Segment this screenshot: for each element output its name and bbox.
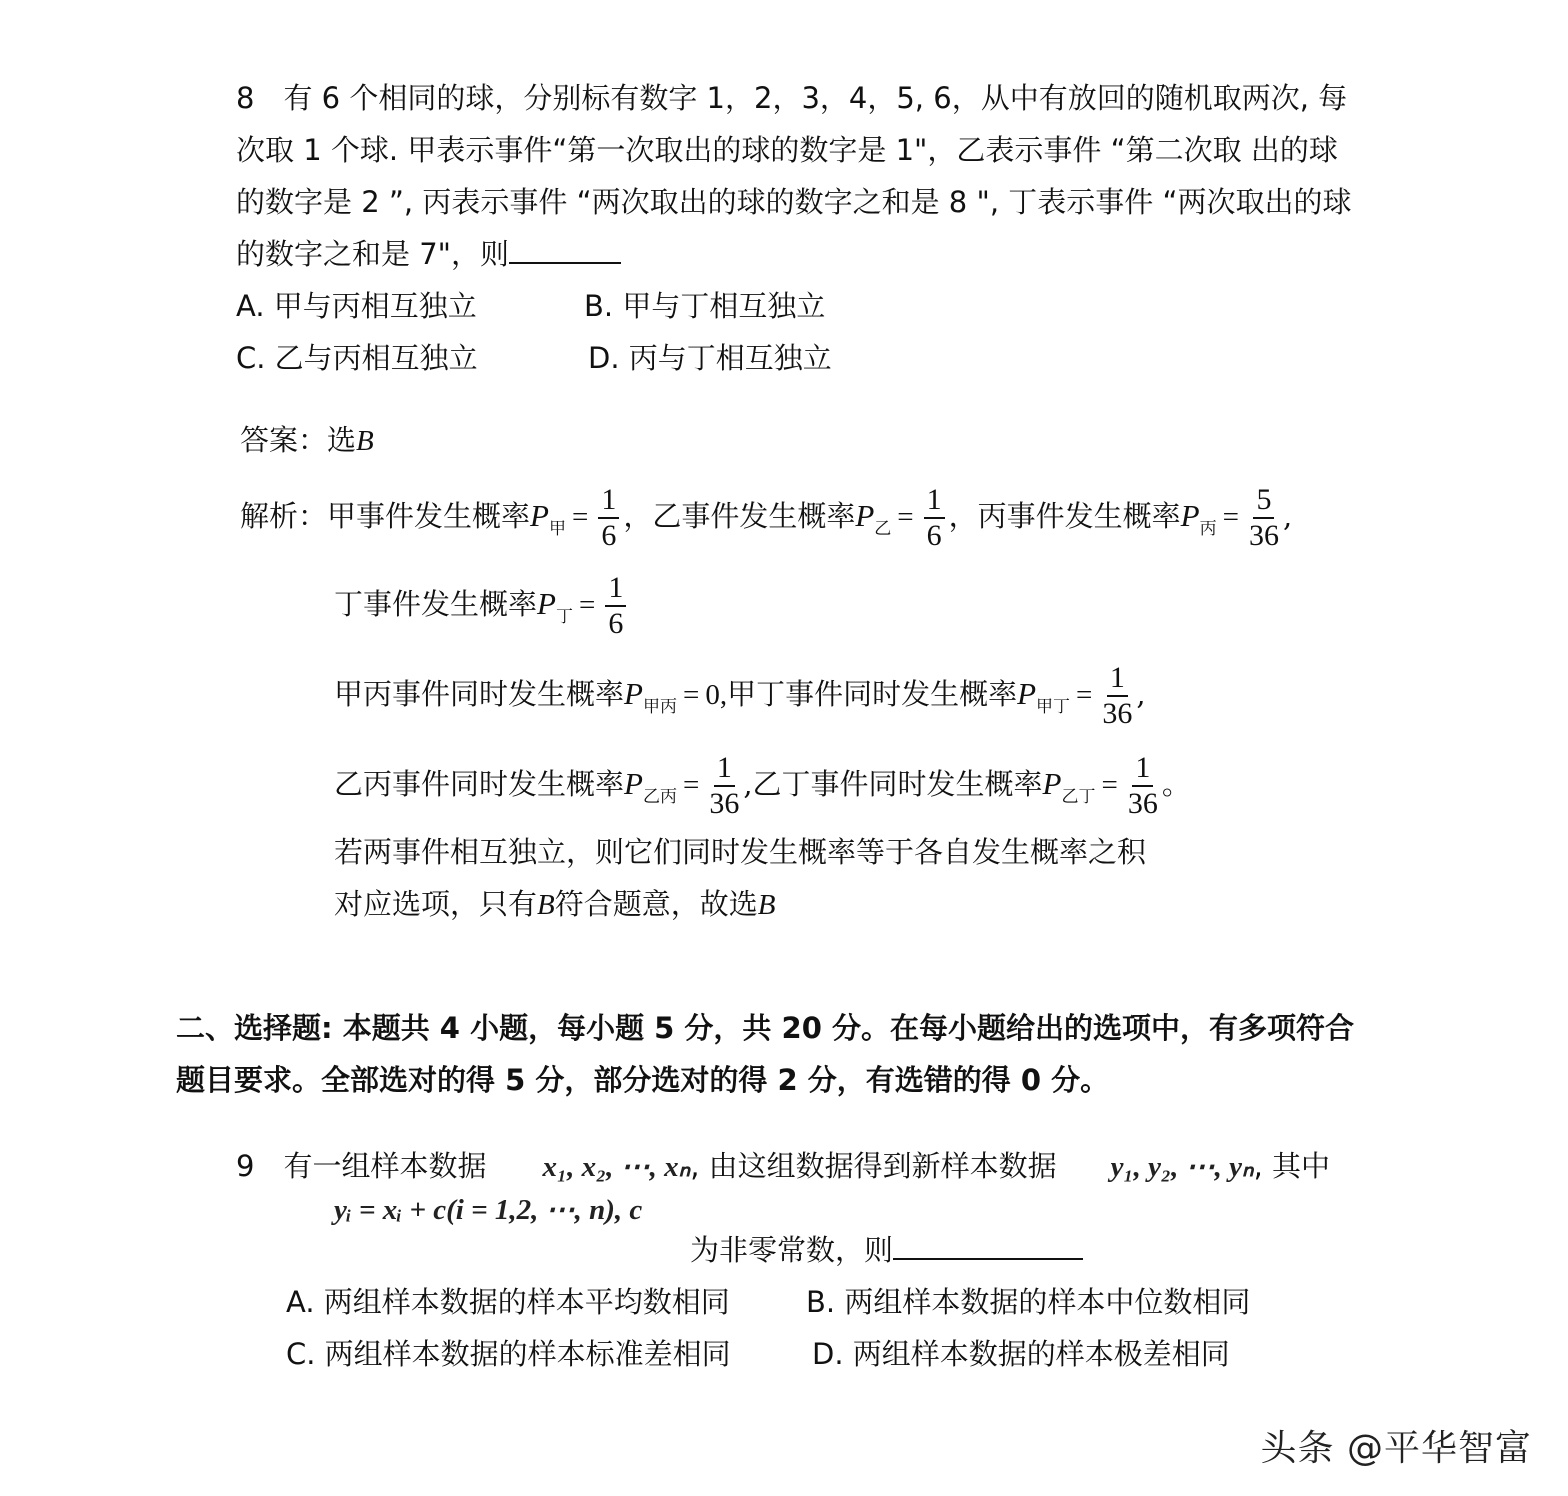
answer-blank (509, 236, 621, 264)
p-symbol: P (537, 586, 556, 621)
q8-line-3: 的数字是 2 ”, 丙表示事件 “两次取出的球的数字之和是 8 ", 丁表示事件 “两次取出的球 (236, 185, 1352, 219)
section-2-line-2: 题目要求。全部选对的得 5 分，部分选对的得 2 分，有选错的得 0 分。 (176, 1063, 1110, 1097)
q9-option-b: B. 两组样本数据的样本中位数相同 (806, 1285, 1251, 1319)
q9-mid: , 由这组数据得到新样本数据 (690, 1149, 1057, 1183)
p-yiding-text: ,乙丁事件同时发生概率 (743, 767, 1043, 801)
analysis-line-1 (240, 476, 1292, 556)
q8-option-c: C. 乙与丙相互独立 (236, 341, 478, 375)
comma: , (1282, 499, 1293, 533)
analysis-line-3 (334, 654, 1146, 734)
eq: = (571, 501, 589, 533)
denominator: 6 (926, 519, 942, 552)
answer-label: 答案：选 (240, 423, 357, 457)
p-sub: 甲丙 (642, 697, 677, 717)
p-sub: 丁 (555, 607, 573, 627)
p-symbol: P (530, 498, 549, 533)
q9-option-a: A. 两组样本数据的样本平均数相同 (286, 1285, 730, 1319)
p-jiabing-text: 甲丙事件同时发生概率 (334, 677, 625, 711)
p-yibing-text: 乙丙事件同时发生概率 (334, 767, 625, 801)
p-sub: 乙丁 (1061, 787, 1096, 807)
eq: = (1101, 769, 1118, 801)
p-yi-text: ，乙事件发生概率 (623, 499, 856, 533)
answer-value: B (356, 425, 374, 457)
q9-tail-text: 为非零常数，则 (690, 1233, 894, 1267)
conclusion-a: 对应选项，只有 (334, 887, 538, 921)
q8-option-b: B. 甲与丁相互独立 (584, 289, 826, 323)
numerator: 1 (714, 751, 735, 787)
q9-formula: yᵢ = xᵢ + c(i = 1,2, ⋯, n), c (334, 1194, 643, 1226)
answer-blank (893, 1232, 1083, 1260)
numerator: 1 (924, 483, 945, 519)
denominator: 36 (1248, 519, 1279, 552)
conclusion-value: B (757, 889, 776, 921)
denominator: 36 (709, 787, 740, 820)
denominator: 6 (608, 607, 624, 640)
numerator: 1 (598, 483, 619, 519)
analysis-rule: 若两事件相互独立，则它们同时发生概率等于各自发生概率之积 (334, 835, 1147, 869)
p-symbol: P (624, 676, 643, 711)
denominator: 36 (1127, 787, 1158, 820)
numerator: 1 (605, 571, 626, 607)
q8-line-4-text: 的数字之和是 7"，则 (236, 237, 510, 271)
p-bing-text: ，丙事件发生概率 (948, 499, 1181, 533)
q9-suffix: , 其中 (1253, 1149, 1330, 1183)
p-symbol: P (855, 498, 875, 533)
fraction (709, 751, 739, 821)
q8-option-d: D. 丙与丁相互独立 (588, 341, 832, 375)
q8-line-2: 次取 1 个球. 甲表示事件“第一次取出的球的数字是 1"，乙表示事件 “第二次取 出的球 (236, 133, 1338, 167)
conclusion-value: B (537, 889, 555, 921)
q8-option-a: A. 甲与丙相互独立 (236, 289, 477, 323)
comma: , (1136, 677, 1146, 711)
q9-option-c: C. 两组样本数据的样本标准差相同 (286, 1337, 731, 1371)
q8-answer (240, 422, 374, 459)
watermark: 头条 @平华智富 (1260, 1428, 1532, 1469)
eq: = (578, 589, 596, 621)
p-jia-text: 甲事件发生概率 (327, 499, 531, 533)
q9-line-1 (236, 1148, 1330, 1185)
eq: = (1076, 679, 1093, 711)
p-jiading-text: 甲丁事件同时发生概率 (727, 677, 1018, 711)
eq: = (897, 501, 914, 533)
q9-prefix: 9 有一组样本数据 (236, 1149, 487, 1183)
analysis-line-4 (334, 744, 1191, 824)
fraction (1128, 751, 1158, 821)
p-symbol: P (1017, 676, 1037, 711)
fraction (1249, 483, 1279, 553)
eq: = (1222, 501, 1239, 533)
analysis-conclusion (334, 886, 775, 923)
fraction (1102, 661, 1132, 731)
section-2-line-1: 二、选择题: 本题共 4 小题，每小题 5 分，共 20 分。在每小题给出的选项中，有多项符合 (176, 1011, 1354, 1045)
p-sub: 甲丁 (1036, 697, 1071, 717)
p-symbol: P (624, 766, 643, 801)
q8-line-1: 8 有 6 个相同的球，分别标有数字 1，2，3，4，5, 6，从中有放回的随机取两次, 每 (236, 81, 1348, 115)
q9-tail (690, 1232, 1083, 1268)
p-sub: 乙 (874, 519, 892, 539)
q8-line-4 (236, 236, 621, 272)
p-sub: 丙 (1199, 519, 1217, 539)
x-sequence: x₁, x₂, ⋯, xₙ (542, 1151, 691, 1183)
numerator: 1 (1132, 751, 1153, 787)
analysis-line-2 (334, 564, 630, 644)
analysis-label: 解析： (240, 499, 328, 533)
p-sub: 乙丙 (642, 787, 677, 807)
p-jiabing-value: 0, (705, 679, 728, 711)
denominator: 36 (1102, 697, 1133, 730)
numerator: 1 (1107, 661, 1128, 697)
fraction (605, 571, 626, 641)
conclusion-b: 符合题意，故选 (554, 887, 758, 921)
fraction (924, 483, 945, 553)
q9-option-d: D. 两组样本数据的样本极差相同 (812, 1337, 1230, 1371)
y-sequence: y₁, y₂, ⋯, yₙ (1110, 1151, 1254, 1183)
p-symbol: P (1180, 498, 1200, 533)
eq: = (682, 679, 700, 711)
p-symbol: P (1042, 766, 1062, 801)
period: 。 (1161, 767, 1191, 801)
p-sub: 甲 (548, 519, 566, 539)
eq: = (682, 769, 700, 801)
denominator: 6 (601, 519, 617, 552)
p-ding-text: 丁事件发生概率 (334, 587, 538, 621)
numerator: 5 (1253, 483, 1274, 519)
fraction (598, 483, 619, 553)
